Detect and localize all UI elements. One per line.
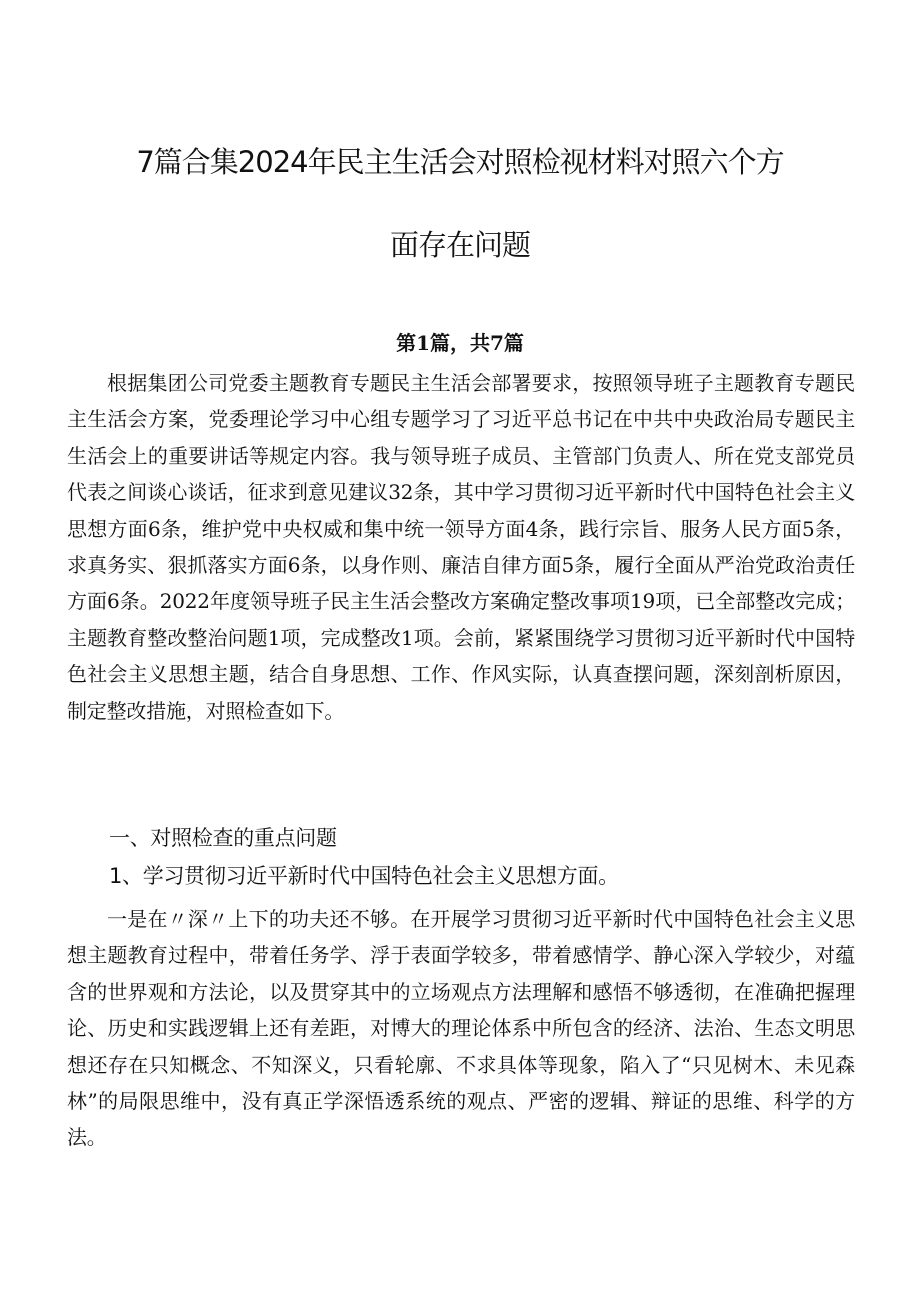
part-label: 第1篇，共7篇 [396,331,524,355]
document-title-line-2: 面存在问题 [389,228,530,262]
intro-paragraph: 根据集团公司党委主题教育专题民主生活会部署要求，按照领导班子主题教育专题民主生活会方案，党委理论学习中心组专题学习了习近平总书记在中共中央政治局专题民主生活会上的重要讲话等规定内容。我与领导班子成员、主管部门负责人、所在党支部党员代表之间谈心谈话，征求到意见建议32条，其中学习贯彻习近平新时代中国特色社会主义思想方面6条，维护党中央权威和集中统一领导方面4条，践行宗旨、服务人民方面5条，求真务实、狠抓落实方面6条，以身作则、廉洁自律方面5条，履行全面从严治党政治责任方面6条。2022年度领导班子民主生活会整改方案确定整改事项19项，已全部整改完成；主题教育整改整治问题1项，完成整改1项。会前，紧紧围绕学习贯彻习近平新时代中国特色社会主义思想主题，结合自身思想、工作、作风实际，认真查摆问题，深刻剖析原因，制定整改措施，对照检查如下。 [67,371,855,723]
section-heading: 一、对照检查的重点问题 [109,826,337,850]
document-title: 7篇合集2024年民主生活会对照检视材料对照六个方 [136,145,784,179]
document-title-line-1 [60,140,860,181]
body-paragraph: 一是在〃深〃上下的功夫还不够。在开展学习贯彻习近平新时代中国特色社会主义思想主题教育过程中，带着任务学、浮于表面学较多，带着感情学、静心深入学较少，对蕴含的世界观和方法论，以及贯穿其中的立场观点方法理解和感悟不够透彻，在准确把握理论、历史和实践逻辑上还有差距，对博大的理论体系中所包含的经济、法治、生态文明思想还存在只知概念、不知深义，只看轮廓、不求具体等现象，陷入了“只见树木、未见森林”的局限思维中，没有真正学深悟透系统的观点、严密的逻辑、辩证的思维、科学的方法。 [67,907,855,1150]
subsection-heading: 1、学习贯彻习近平新时代中国特色社会主义思想方面。 [109,864,619,888]
